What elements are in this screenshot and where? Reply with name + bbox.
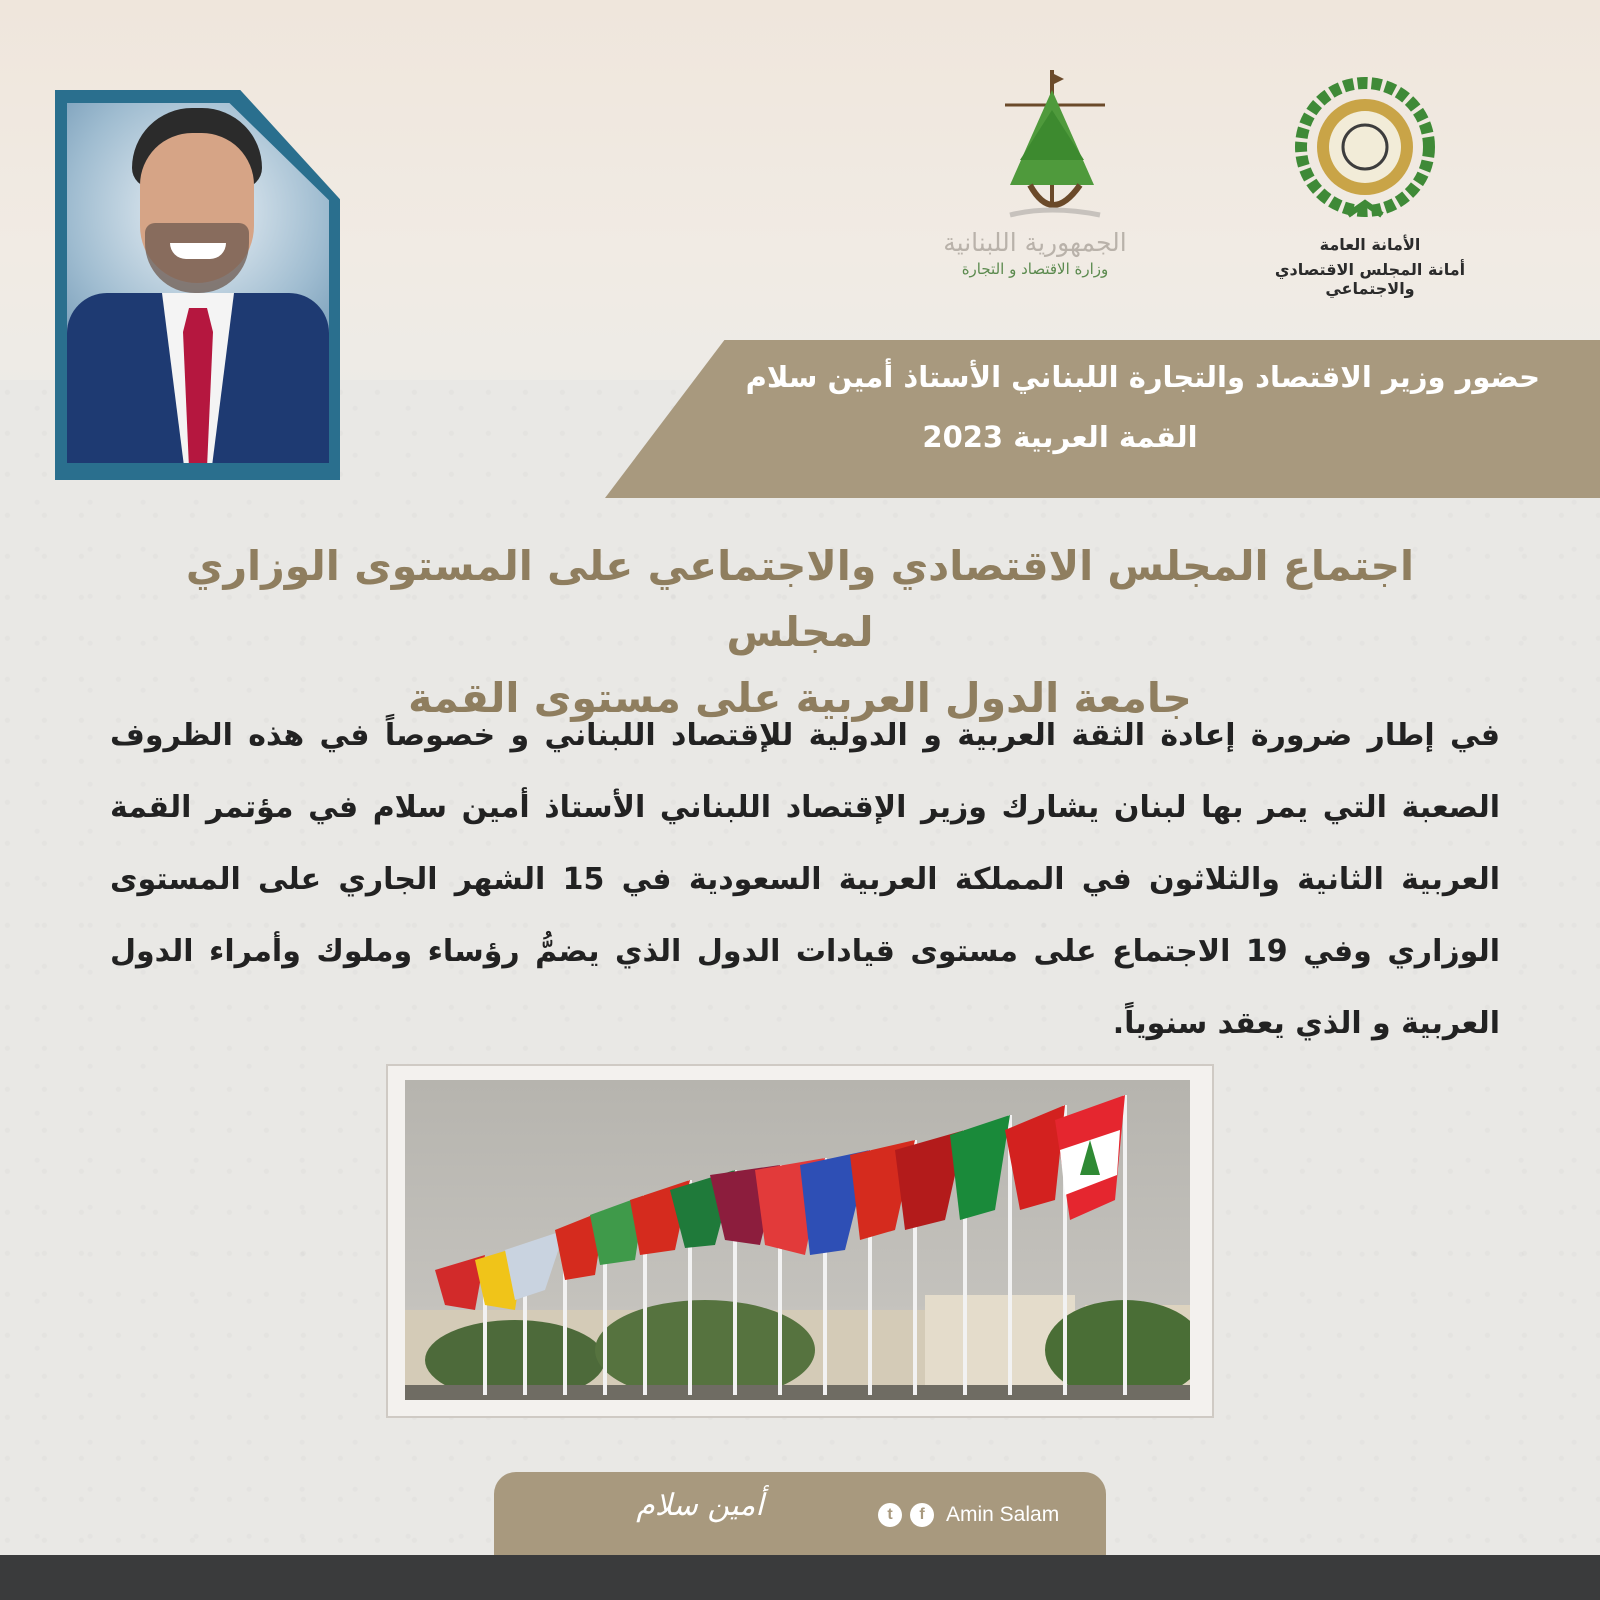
arab-league-subtitle: أمانة المجلس الاقتصادي والاجتماعي [1274, 260, 1466, 298]
flag [505, 1230, 565, 1300]
logo-inner-circle [1329, 111, 1401, 183]
bottom-bar [0, 1555, 1600, 1600]
logo-flag [1052, 73, 1064, 85]
cedar-inner-icon [1020, 110, 1084, 160]
arab-league-title: الأمانة العامة [1319, 235, 1421, 254]
ship-hull-icon [1030, 185, 1080, 205]
flag [950, 1115, 1010, 1220]
wave-icon [1010, 210, 1100, 215]
lebanon-logo-subtitle: وزارة الاقتصاد و التجارة [961, 260, 1109, 278]
footer-social [878, 1500, 1059, 1530]
main-title-line-2: جامعة الدول العربية على مستوى القمة [408, 674, 1192, 722]
banner-line-2: القمة العربية 2023 [922, 420, 1198, 454]
lebanon-logo-title: الجمهورية اللبنانية [943, 228, 1127, 257]
main-title-line-1: اجتماع المجلس الاقتصادي والاجتماعي على المستوى الوزاري لمجلس [185, 542, 1415, 656]
lebanon-ministry-logo [970, 65, 1140, 235]
banner-line-1: حضور وزير الاقتصاد والتجارة اللبناني الأستاذ أمين سلام [745, 360, 1540, 394]
signature: أمين سلام [636, 1488, 764, 1523]
flags-illustration [405, 1080, 1190, 1400]
portrait-smile [170, 243, 226, 259]
road [405, 1385, 1190, 1400]
footer-name[interactable]: Amin Salam [946, 1503, 1060, 1526]
tumblr-icon[interactable]: t [878, 1503, 902, 1527]
facebook-icon[interactable]: f [910, 1503, 934, 1527]
body-paragraph: في إطار ضرورة إعادة الثقة العربية و الدولية للإقتصاد اللبناني و خصوصاً في هذه الظروف الصعبة التي يمر بها لبنان يشارك وزير الإقتصاد اللبناني الأستاذ أمين سلام في مؤتمر القمة العربية الثانية والثلاثون في المملكة العربية السعودية في 15 الشهر الجاري على المستوى الوزاري وفي 19 الاجتماع على مستوى قيادات الدول الذي يضمُّ رؤساء وملوك وأمراء الدول العربية و الذي يعقد سنوياً. [110, 718, 1500, 1041]
arab-league-logo [1290, 75, 1440, 225]
flags-photo [405, 1080, 1190, 1400]
